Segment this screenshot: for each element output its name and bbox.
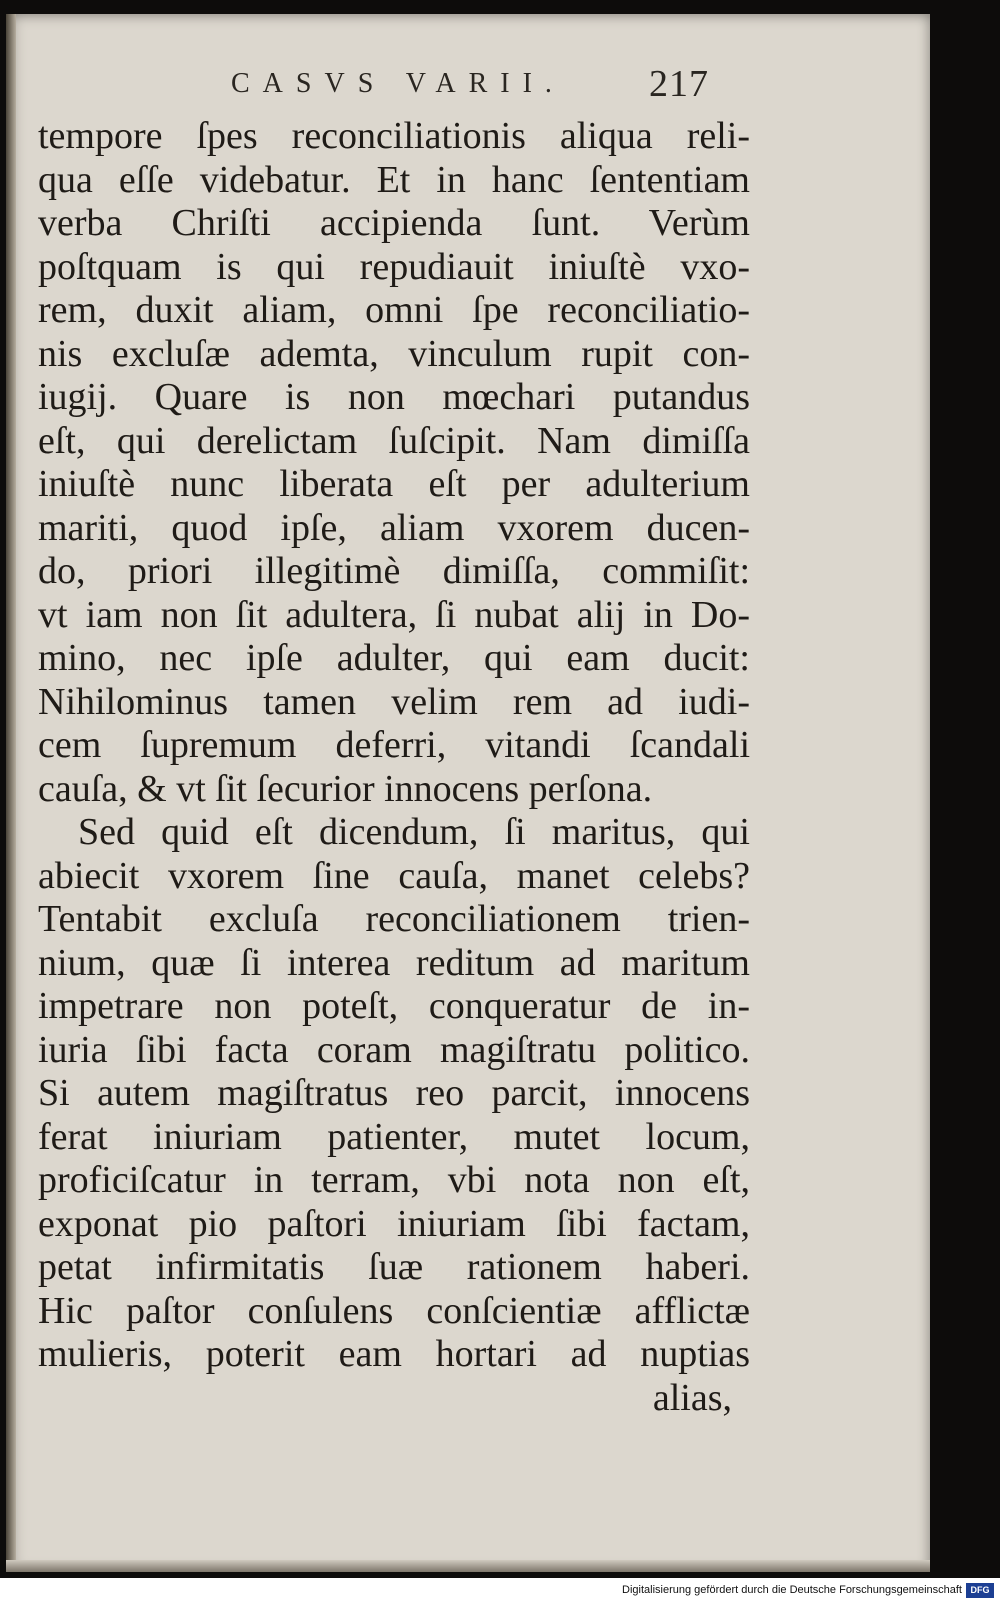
text-line: cem ſupremum deferri, vitandi ſcandali: [38, 724, 750, 766]
running-head: [6, 64, 930, 104]
text-line: Tentabit excluſa reconciliationem trien-: [38, 898, 750, 940]
text-line: verba Chriſti accipienda ſunt. Verùm: [38, 202, 750, 244]
text-line: mariti, quod ipſe, aliam vxorem ducen-: [38, 506, 750, 549]
text-line: nis excluſæ ademta, vinculum rupit con-: [38, 332, 750, 375]
text-line: mulieris, poterit eam hortari ad nuptias: [38, 1333, 750, 1375]
text-line: Hic paſtor conſulens conſcientiæ afflictæ: [38, 1289, 750, 1332]
digitization-footer: [0, 1578, 1000, 1605]
text-line: exponat pio paſtori iniuriam ſibi factam,: [38, 1202, 750, 1245]
text-line: petat infirmitatis ſuæ rationem haberi.: [38, 1246, 750, 1288]
text-line: impetrare non poteſt, conqueratur de in-: [38, 985, 750, 1027]
text-line: tempore ſpes reconciliationis aliqua reli-: [38, 115, 750, 157]
book-page: [6, 14, 930, 1572]
text-line: nium, quæ ſi interea reditum ad maritum: [38, 941, 750, 984]
text-line: Si autem magiſtratus reo parcit, innocens: [38, 1072, 750, 1114]
text-line: mino, nec ipſe adulter, qui eam ducit:: [38, 637, 750, 679]
running-title: CASVS VARII.: [231, 68, 565, 99]
text-line: ferat iniuriam patienter, mutet locum,: [38, 1115, 750, 1158]
funding-credit: Digitalisierung gefördert durch die Deutsche Forschungsgemeinschaft: [622, 1584, 962, 1596]
text-line: iugij. Quare is non mœchari putandus: [38, 376, 750, 418]
text-line: do, priori illegitimè dimiſſa, commiſit:: [38, 550, 750, 592]
page-gutter-shadow: [6, 14, 16, 1572]
text-line: eſt, qui derelictam ſuſcipit. Nam dimiſſa: [38, 419, 750, 462]
text-line: iuria ſibi facta coram magiſtratu politico.: [38, 1028, 750, 1071]
text-line: rem, duxit aliam, omni ſpe reconciliatio-: [38, 289, 750, 331]
text-line: poſtquam is qui repudiauit iniuſtè vxo-: [38, 245, 750, 288]
page-bottom-edge: [6, 1560, 930, 1572]
text-line: abiecit vxorem ſine cauſa, manet celebs?: [38, 854, 750, 897]
text-line: iniuſtè nunc liberata eſt per adulterium: [38, 463, 750, 505]
text-line: qua eſſe videbatur. Et in hanc ſententiam: [38, 158, 750, 201]
text-line: cauſa, & vt ſit ſecurior innocens perſona.: [38, 767, 653, 810]
text-line: proficiſcatur in terram, vbi nota non eſt,: [38, 1159, 750, 1201]
text-line: Nihilominus tamen velim rem ad iudi-: [38, 680, 750, 723]
body-text: [38, 115, 750, 1420]
catchword: alias,: [652, 1376, 732, 1419]
text-line: Sed quid eſt dicendum, ſi maritus, qui: [78, 811, 750, 853]
text-line: vt iam non ſit adultera, ſi nubat alij in Do-: [38, 593, 750, 636]
dfg-logo: DFG: [966, 1583, 994, 1598]
page-number: 217: [649, 63, 709, 105]
